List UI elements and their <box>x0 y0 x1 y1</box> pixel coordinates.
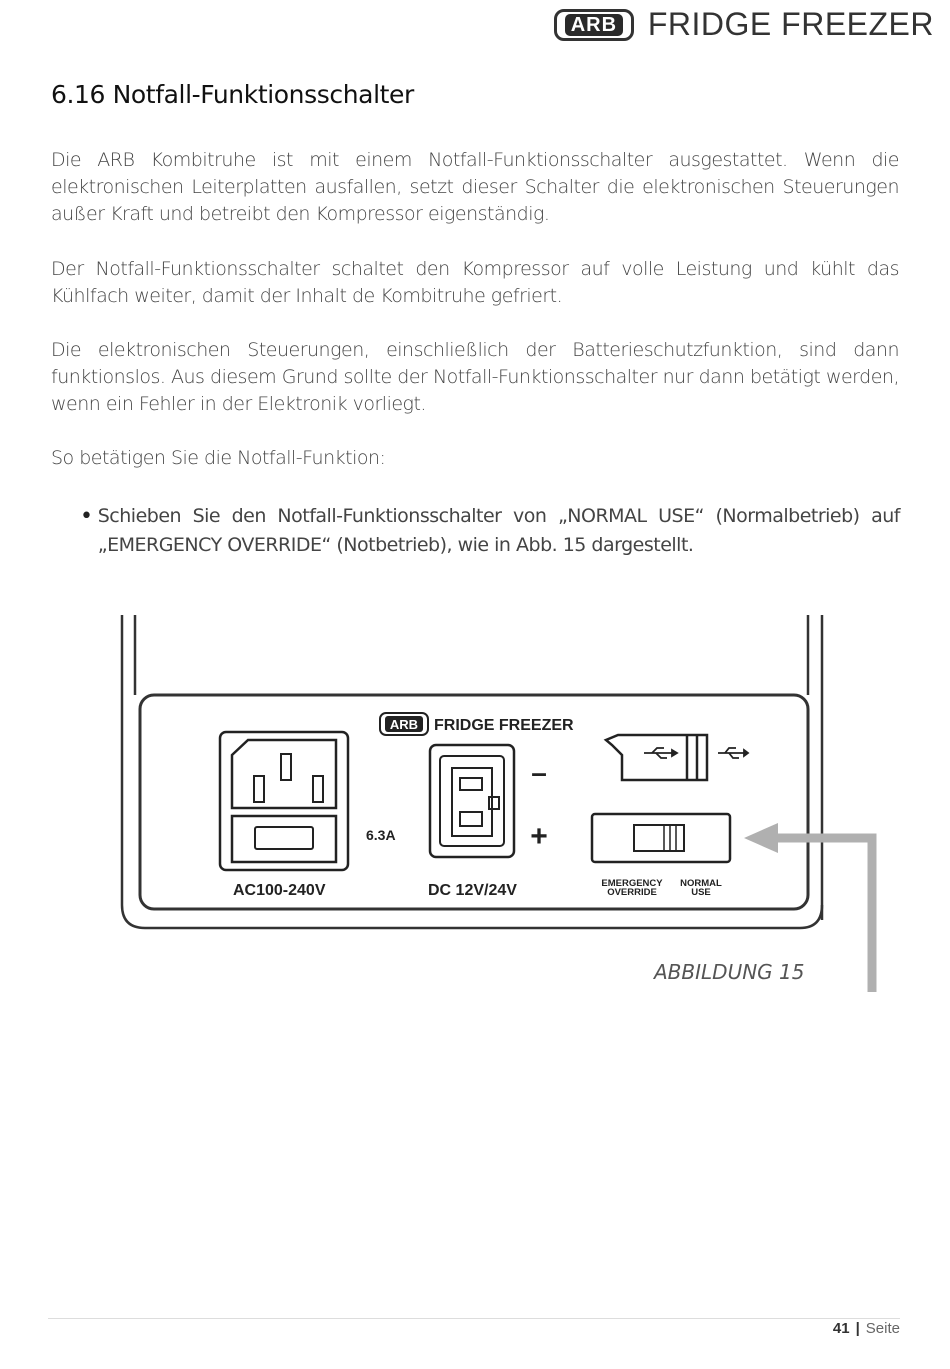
page-word: Seite <box>865 1320 900 1337</box>
arb-logo <box>554 9 634 41</box>
paragraph-3: Die elektronischen Steuerungen, einschließlich der Batterieschutzfunktion, sind dann funktionslos. Aus diesem Grund sollte der Notfall-Funktionsschalter nur dann betätigt werden, wenn ein Fehler in der Elektronik vorliegt. <box>51 339 899 415</box>
paragraph-1: Die ARB Kombitruhe ist mit einem Notfall-Funktionsschalter ausgestattet. Wenn die elektronischen Leiterplatten ausfallen, setzt dieser Schalter die elektronischen Steuerungen außer Kraft und betreibt den Kompressor eigenständig. <box>51 149 899 225</box>
normal-label-line2: USE <box>691 887 711 898</box>
bullet-dot-icon: • <box>80 504 93 529</box>
bullet-text: Schieben Sie den Notfall-Funktionsschalter von „NORMAL USE“ (Normalbetrieb) auf „EMERGENCY OVERRIDE“ (Notbetrieb), wie in Abb. 15 dargestellt. <box>97 505 900 556</box>
figure-control-panel <box>0 600 950 1020</box>
ac-voltage-label: AC100-240V <box>233 882 326 899</box>
normal-label-line1: NORMAL <box>680 878 722 889</box>
bullet-item <box>80 502 900 560</box>
fuse-label: 6.3A <box>366 827 396 843</box>
panel-logo <box>380 713 574 735</box>
panel-logo-text: ARB <box>389 717 419 732</box>
arb-logo-text: ARB <box>565 14 623 36</box>
page-number-separator: | <box>855 1320 860 1337</box>
figure-caption: ABBILDUNG 15 <box>654 960 805 984</box>
emergency-label-line1: EMERGENCY <box>601 878 663 889</box>
paragraph-4: So betätigen Sie die Notfall-Funktion: <box>51 447 386 469</box>
header-logo <box>554 6 934 43</box>
section-title: 6.16 Notfall-Funktionsschalter <box>51 80 414 109</box>
page-number <box>833 1320 900 1337</box>
paragraph-2: Der Notfall-Funktionsschalter schaltet den Kompressor auf volle Leistung und kühlt das Kühlfach weiter, damit der Inhalt de Kombitruhe gefriert. <box>51 258 899 307</box>
dc-voltage-label: DC 12V/24V <box>428 882 517 899</box>
page-number-value: 41 <box>832 1320 850 1337</box>
minus-sign: – <box>531 757 547 788</box>
brand-name: FRIDGE FREEZER <box>647 6 934 42</box>
panel-brand-text: FRIDGE FREEZER <box>434 717 574 734</box>
footer-divider <box>48 1318 900 1319</box>
emergency-label-line2: OVERRIDE <box>607 887 657 898</box>
plus-sign: + <box>530 820 548 853</box>
